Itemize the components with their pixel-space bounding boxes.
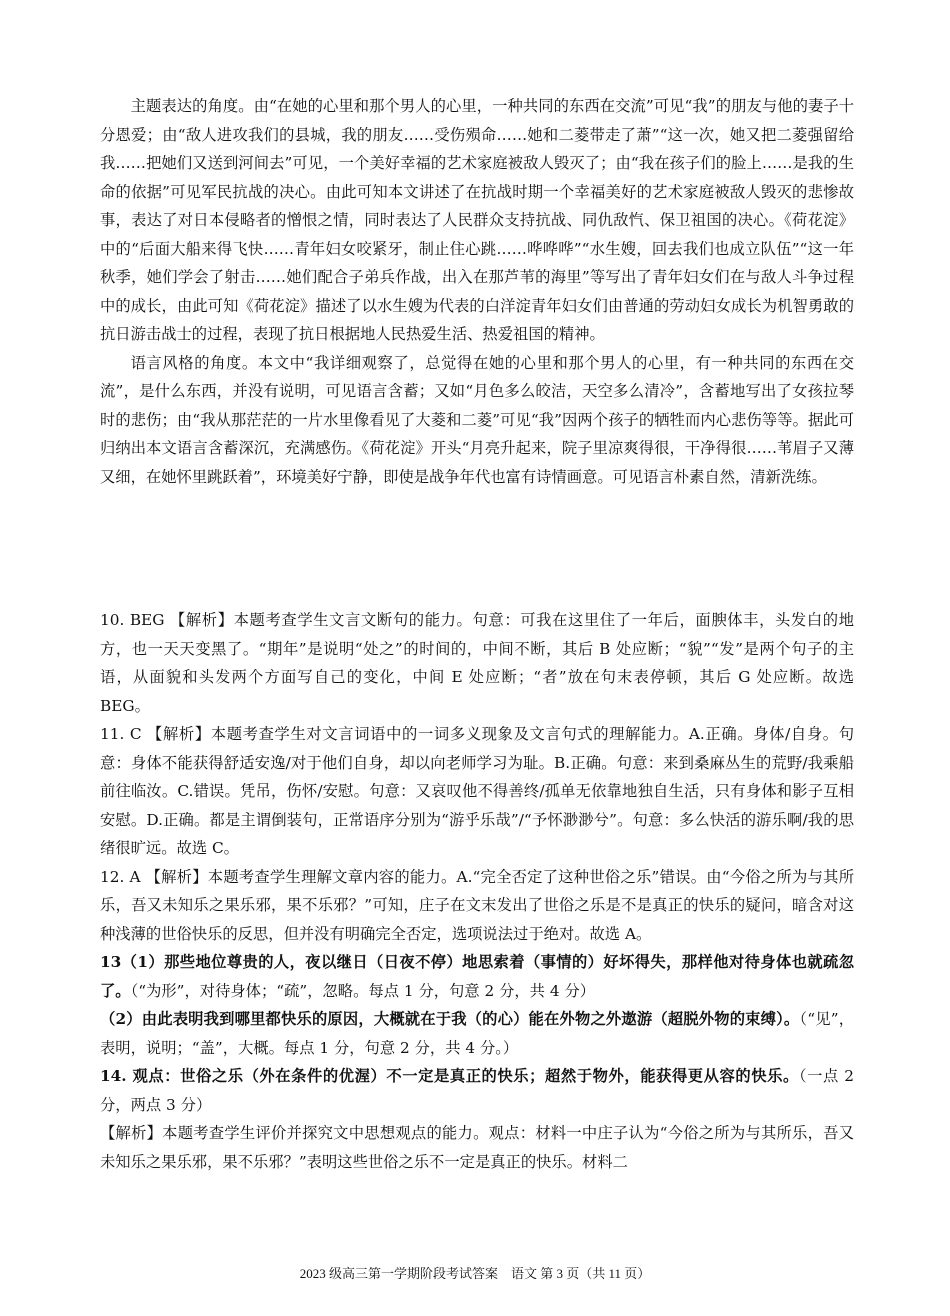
answer-q13-2-scoring: （“见”，表明，说明；“盖”，大概。每点 1 分，句意 2 分，共 4 分。） bbox=[100, 1010, 854, 1057]
answer-q11: 11. C 【解析】本题考查学生对文言词语中的一词多义现象及文言句式的理解能力。A.正确。身体/自身。句意：身体不能获得舒适安逸/对于他们自身，却以向老师学习为耻。B.正确。句意：来到桑麻丛生的荒野/我乘船前往临汝。C.错误。凭吊，伤怀/安慰。句意：又哀叹他不得善终/孤单无依靠地独自生活，只有身体和影子互相安慰。D.正确。都是主谓倒装句，正常语序分别为“游乎乐哉”/“予怀渺渺兮”。句意：多么快活的游乐啊/我的思绪很旷远。故选 C。 bbox=[100, 725, 854, 857]
language-style-paragraph: 语言风格的角度。本文中“我详细观察了，总觉得在她的心里和那个男人的心里，有一种共同的东西在交流”，是什么东西，并没有说明，可见语言含蓄；又如“月色多么皎洁，天空多么清冷”，含蓄地写出了女孩拉琴时的悲伤；由“我从那茫茫的一片水里像看见了大菱和二菱”可见“我”因两个孩子的牺牲而内心悲伤等等。据此可归纳出本文语言含蓄深沉，充满感伤。《荷花淀》开头“月亮升起来，院子里凉爽得很，干净得很……苇眉子又薄又细，在她怀里跳跃着”，环境美好宁静，即使是战争年代也富有诗情画意。可见语言朴素自然，清新洗练。 bbox=[100, 353, 854, 486]
answer-q14-viewpoint: 14. 观点：世俗之乐（外在条件的优渥）不一定是真正的快乐；超然于物外，能获得更从容的快乐。 bbox=[100, 1067, 799, 1085]
page-footer: 2023 级高三第一学期阶段考试答案 语文 第 3 页（共 11 页） bbox=[299, 1266, 651, 1281]
answer-q13-2 bbox=[100, 1005, 854, 1062]
answer-q13-1-translation: 13（1）那些地位尊贵的人，夜以继日（日夜不停）地思索着（事情的）好坏得失，那样他对待身体也就疏忽了。 bbox=[100, 953, 854, 1000]
answer-q12: 12. A 【解析】本题考查学生理解文章内容的能力。A.“完全否定了这种世俗之乐”错误。由“今俗之所为与其所乐，吾又未知乐之果乐邪，果不乐邪？”可知，庄子在文末发出了世俗之乐是不是真正的快乐的疑问，暗含对这种浅薄的世俗快乐的反思，但并没有明确完全否定，选项说法过于绝对。故选 A。 bbox=[100, 867, 854, 943]
answer-section-essay bbox=[100, 92, 854, 491]
answer-section-classical bbox=[100, 606, 854, 1176]
answer-q14-analysis: 【解析】本题考查学生评价并探究文中思想观点的能力。观点：材料一中庄子认为“今俗之所为与其所乐，吾又未知乐之果乐邪，果不乐邪？”表明这些世俗之乐不一定是真正的快乐。材料二 bbox=[100, 1124, 854, 1171]
answer-q13-1-scoring: （“为形”，对待身体；“疏”，忽略。每点 1 分，句意 2 分，共 4 分） bbox=[130, 981, 596, 1000]
answer-q10: 10. BEG 【解析】本题考查学生文言文断句的能力。句意：可我在这里住了一年后，面腴体丰，头发白的地方，也一天天变黑了。“期年”是说明“处之”的时间的，中间不断，其后 B 处应断；“貌”“发”是两个句子的主语，从面貌和头发两个方面写自己的变化，中间 E 处应断；“者”放在句末表停顿，其后 G 处应断。故选 BEG。 bbox=[100, 611, 854, 715]
answer-q13-1 bbox=[100, 948, 854, 1005]
answer-q14 bbox=[100, 1062, 854, 1119]
theme-paragraph: 主题表达的角度。由“在她的心里和那个男人的心里，一种共同的东西在交流”可见“我”的朋友与他的妻子十分恩爱；由“敌人进攻我们的县城，我的朋友……受伤殒命……她和二菱带走了萧”“这一次，她又把二菱强留给我……把她们又送到河间去”可见，一个美好幸福的艺术家庭被敌人毁灭了；由“我在孩子们的脸上……是我的生命的依据”可见军民抗战的决心。由此可知本文讲述了在抗战时期一个幸福美好的艺术家庭被敌人毁灭的悲惨故事，表达了对日本侵略者的憎恨之情，同时表达了人民群众支持抗战、同仇敌忾、保卫祖国的决心。《荷花淀》中的“后面大船来得飞快……青年妇女咬紧牙，制止住心跳……哗哗哗”“水生嫂，回去我们也成立队伍”“这一年秋季，她们学会了射击……她们配合子弟兵作战，出入在那芦苇的海里”等写出了青年妇女们在与敌人斗争过程中的成长，由此可知《荷花淀》描述了以水生嫂为代表的白洋淀青年妇女们由普通的劳动妇女成长为机智勇敢的抗日游击战士的过程，表现了抗日根据地人民热爱生活、热爱祖国的精神。 bbox=[100, 97, 854, 343]
answer-q14-scoring: （一点 2 分，两点 3 分） bbox=[100, 1067, 854, 1114]
answer-q13-2-translation: （2）由此表明我到哪里都快乐的原因，大概就在于我（的心）能在外物之外遨游（超脱外物的束缚）。 bbox=[100, 1010, 800, 1028]
